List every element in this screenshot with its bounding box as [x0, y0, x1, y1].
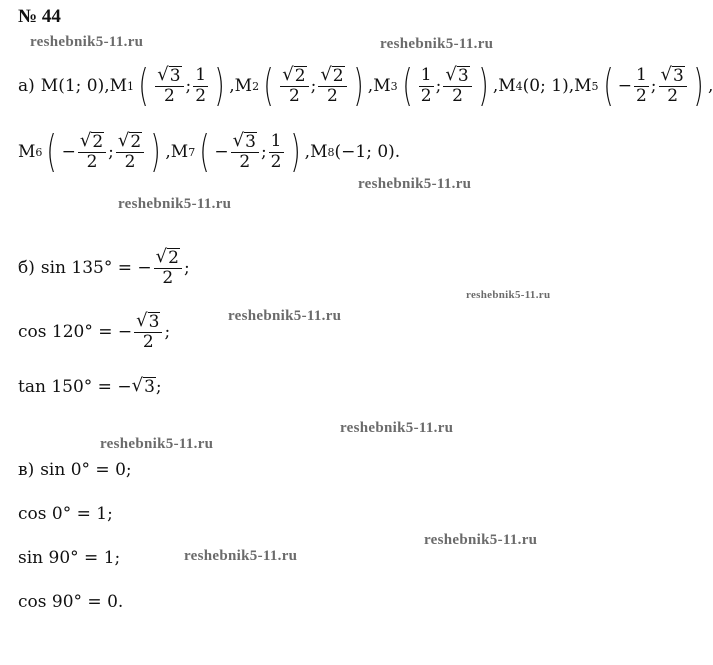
watermark: reshebnik5-11.ru [228, 308, 342, 324]
watermark: reshebnik5-11.ru [466, 289, 551, 301]
tan-150-line: tan 150° = − √ 3 ; [18, 375, 162, 398]
sin-0-line: в) sin 0° = 0; [18, 460, 132, 480]
cos-0-line: cos 0° = 1; [18, 504, 113, 524]
watermark: reshebnik5-11.ru [340, 420, 454, 436]
watermark: reshebnik5-11.ru [358, 176, 472, 192]
cos-90-line: cos 90° = 0. [18, 592, 124, 612]
cos-120-line: cos 120° = − √ 3 2 ; [18, 309, 171, 353]
sin-90-line: sin 90° = 1; [18, 548, 121, 568]
watermark: reshebnik5-11.ru [424, 532, 538, 548]
part-a-line-1: а) M(1; 0), M 1 ( √ 3 2 ; $\frac{1}{2}$ ) , M 2 ( √ 2 2 ; √ 2 2 ) , M 3 ( $\frac{1}{2}$ ; √ 3 2 ) , M 4 (0; 1), M 5 ( − $\frac{1}{2}$ ; √ 3 2 ) , [18, 60, 713, 111]
watermark: reshebnik5-11.ru [380, 36, 494, 52]
sin-135-line: б) sin 135° = − √ 2 2 ; [18, 245, 190, 289]
part-a-line-2: M 6 ( − √ 2 2 ; √ 2 2 ) , M 7 ( − √ 3 2 ; $\frac{1}{2}$ ) , M 8 (−1; 0). [18, 126, 401, 177]
watermark: reshebnik5-11.ru [118, 196, 232, 212]
watermark: reshebnik5-11.ru [30, 34, 144, 50]
watermark: reshebnik5-11.ru [184, 548, 298, 564]
problem-number: № 44 [18, 6, 61, 27]
point-m: M(1; 0), [40, 76, 110, 96]
watermark: reshebnik5-11.ru [100, 436, 214, 452]
